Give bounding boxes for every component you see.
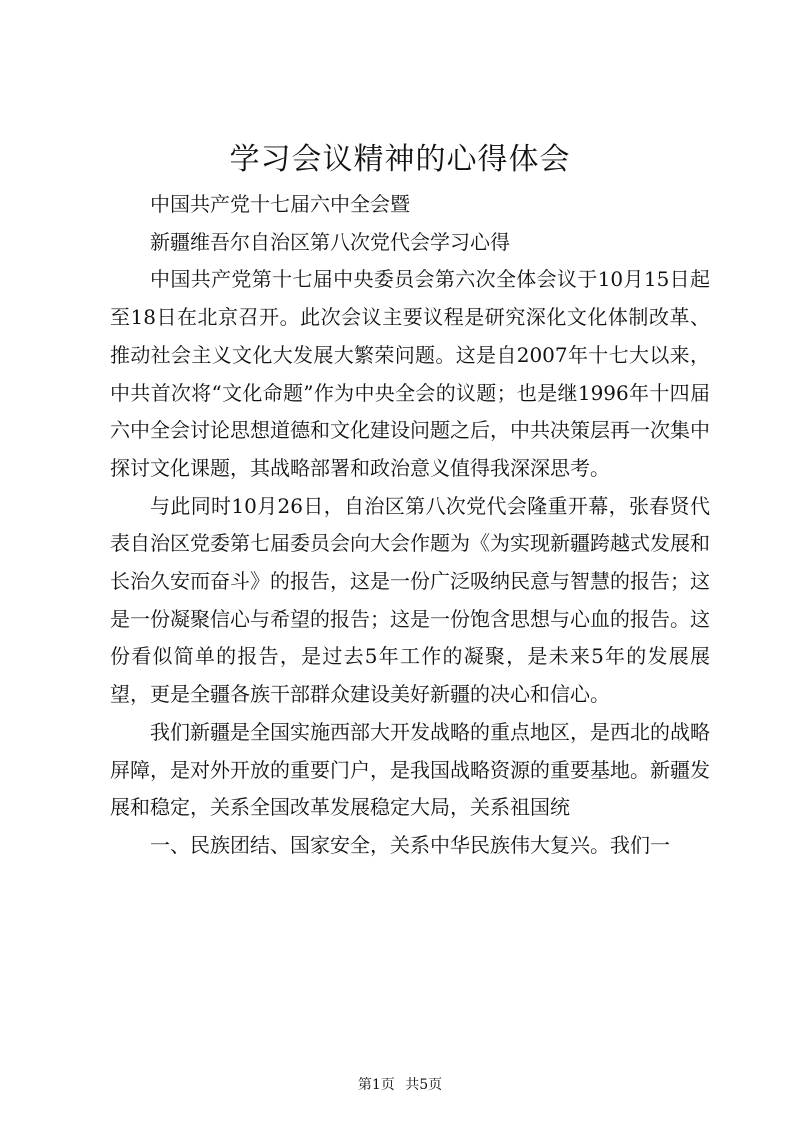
paragraph-3: 我们新疆是全国实施西部大开发战略的重点地区，是西北的战略屏障，是对外开放的重要门户，是我国战略资源的重要基地。新疆发展和稳定，关系全国改革发展稳定大局，关系祖国统 — [110, 719, 710, 820]
paragraph-1: 中国共产党第十七届中央委员会第六次全体会议于10月15日起至18日在北京召开。此次会议主要议程是研究深化文化体制改革、推动社会主义文化大发展大繁荣问题。这是自2007年十七大以来，中共首次将“文化命题”作为中央全会的议题；也是继1996年十四届六中全会讨论思想道德和文化建设问题之后，中共决策层再一次集中探讨文化课题，其战略部署和政治意义值得我深深思考。 — [110, 267, 710, 480]
paragraph-subtitle-2: 新疆维吾尔自治区第八次党代会学习心得 — [150, 229, 510, 254]
paragraph-subtitle-1: 中国共产党十七届六中全会暨 — [150, 192, 410, 216]
document-body — [110, 186, 710, 865]
document-title: 学习会议精神的心得体会 — [229, 142, 571, 177]
page-total: 共5页 — [405, 1077, 443, 1093]
page-footer — [0, 1075, 800, 1095]
paragraph-4: 一、民族团结、国家安全，关系中华民族伟大复兴。我们一 — [150, 832, 670, 857]
page-number: 第1页 — [357, 1077, 395, 1093]
paragraph-2: 与此同时10月26日，自治区第八次党代会隆重开幕，张春贤代表自治区党委第七届委员会向大会作题为《为实现新疆跨越式发展和长治久安而奋斗》的报告，这是一份广泛吸纳民意与智慧的报告；这是一份凝聚信心与希望的报告；这是一份饱含思想与心血的报告。这份看似简单的报告，是过去5年工作的凝聚，是未来5年的发展展望，更是全疆各族干部群众建设美好新疆的决心和信心。 — [110, 493, 710, 707]
